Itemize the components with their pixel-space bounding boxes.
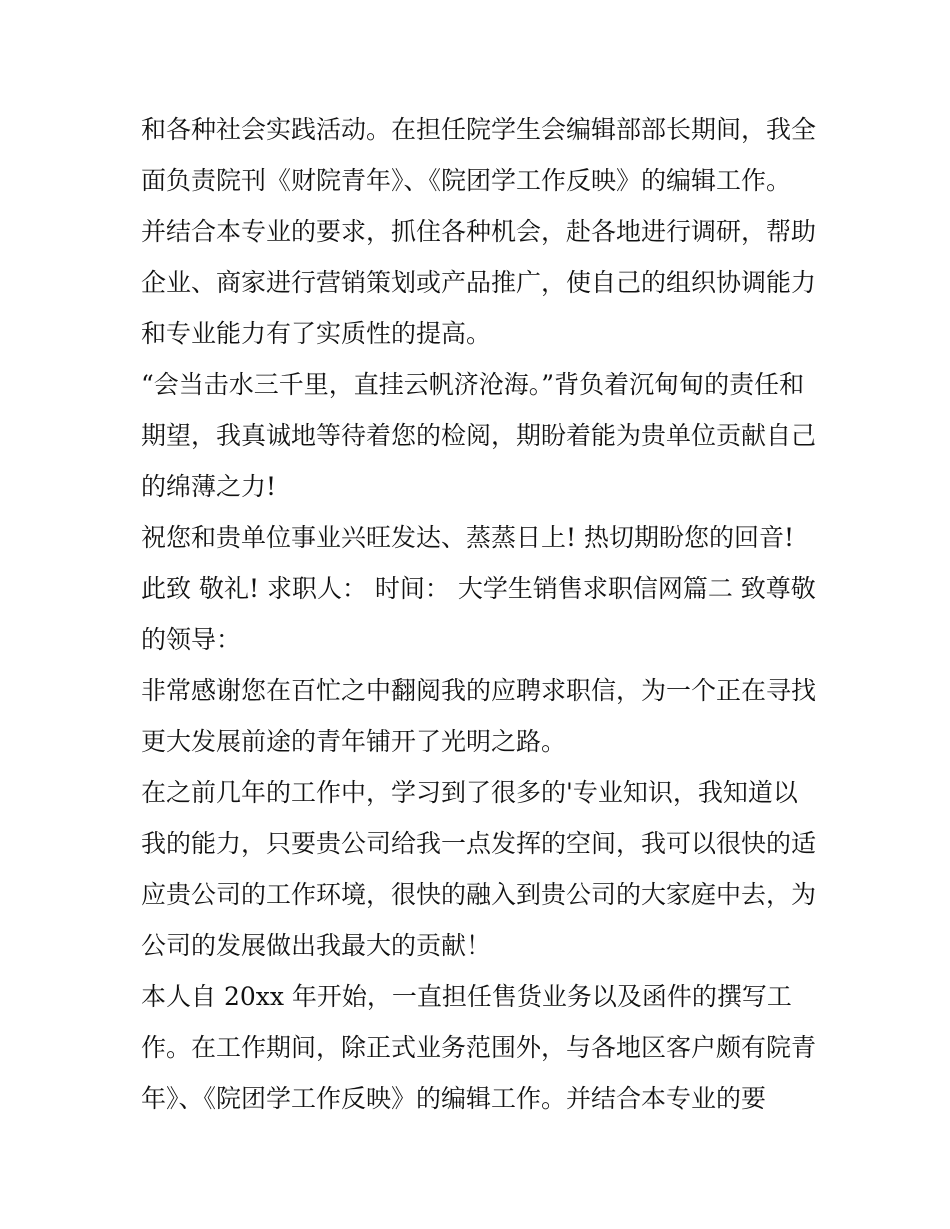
text-line: 的绵薄之力! <box>141 472 277 501</box>
document-body <box>141 104 831 1124</box>
text-line: 非常感谢您在百忙之中翻阅我的应聘求职信，为一个正在寻找 <box>141 676 817 705</box>
text-line: 在之前几年的工作中，学习到了很多的'专业知识，我知道以 <box>141 778 798 807</box>
text-line: 期望，我真诚地等待着您的检阅，期盼着能为贵单位贡献自己 <box>141 421 817 450</box>
text-line: 更大发展前途的青年铺开了光明之路。 <box>141 727 567 756</box>
text-line: 企业、商家进行营销策划或产品推广，使自己的组织协调能力 <box>141 268 817 297</box>
text-line: 面负责院刊《财院青年》、《院团学工作反映》的编辑工作。 <box>141 166 792 195</box>
text-line: 应贵公司的工作环境，很快的融入到贵公司的大家庭中去，为 <box>141 880 817 909</box>
text-line: 的领导： <box>141 625 242 654</box>
text-line: 和专业能力有了实质性的提高。 <box>141 319 492 348</box>
text-line: 本人自 20xx 年开始，一直担任售货业务以及函件的撰写工 <box>141 982 792 1011</box>
text-line: 此致 敬礼! 求职人： 时间： 大学生销售求职信网篇二 致尊敬 <box>141 574 816 603</box>
text-line: 年》、《院团学工作反映》的编辑工作。并结合本专业的要 <box>141 1084 767 1113</box>
text-line: 祝您和贵单位事业兴旺发达、蒸蒸日上! 热切期盼您的回音! <box>141 523 795 552</box>
text-line: 公司的发展做出我最大的贡献！ <box>141 931 492 960</box>
text-line: 并结合本专业的要求，抓住各种机会，赴各地进行调研，帮助 <box>141 217 817 246</box>
text-line: “会当击水三千里，直挂云帆济沧海。”背负着沉甸甸的责任和 <box>141 370 805 399</box>
text-line: 作。在工作期间，除正式业务范围外，与各地区客户颇有院青 <box>141 1033 817 1062</box>
text-line: 和各种社会实践活动。在担任院学生会编辑部部长期间，我全 <box>141 115 817 144</box>
text-line: 我的能力，只要贵公司给我一点发挥的空间，我可以很快的适 <box>141 829 817 858</box>
